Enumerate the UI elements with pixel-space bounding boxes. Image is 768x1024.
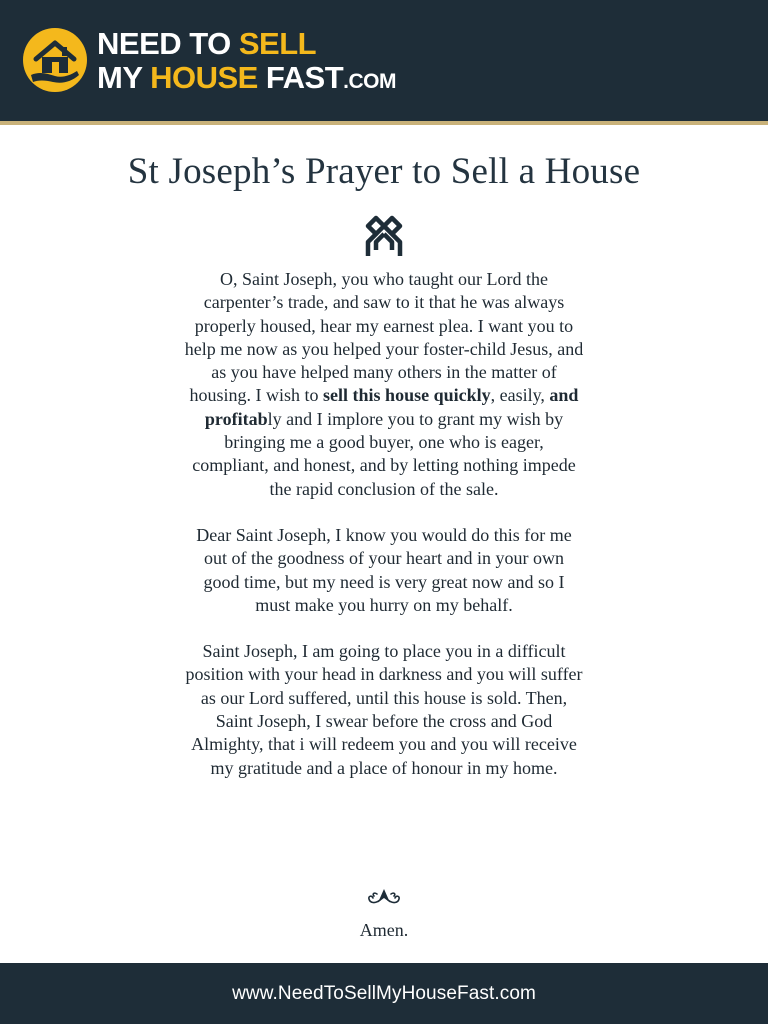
prayer-paragraph-2: Dear Saint Joseph, I know you would do this for me out of the goodness of your heart and in your own good time, but my need is very great now and so I must make you hurry on my behalf.	[196, 524, 572, 615]
logo-word-com: .COM	[343, 69, 396, 93]
prayer-p1-text-a: O, Saint Joseph, you who taught our Lord the carpenter’s trade, and saw to it that he was always properly housed, hear my earnest plea. I want you to help me now as you helped your foster-child Jesus, and as you have helped many others in the matter of housing. I wish to	[184, 269, 584, 406]
closing-amen: Amen.	[359, 920, 409, 940]
ornamental-flourish-icon	[366, 886, 402, 908]
brand-logo[interactable]	[22, 24, 396, 96]
header-bar	[0, 0, 768, 121]
header-divider	[0, 121, 768, 125]
prayer-paragraph-3: Saint Joseph, I am going to place you in a difficult position with your head in darkness and you will suffer as our Lord suffered, until this house is sold. Then, Saint Joseph, I swear before the cross and God Almighty, that i will redeem you and you will receive my gratitude and a place of honour in my home.	[185, 641, 583, 778]
logo-word-to: TO	[189, 25, 239, 61]
prayer-p1-text-b: , easily,	[490, 385, 550, 406]
logo-word-my: MY	[97, 59, 151, 95]
prayer-paragraph-1	[184, 268, 584, 501]
logo-word-need: NEED	[97, 25, 190, 61]
interlaced-hearts-icon	[363, 212, 405, 258]
prayer-p1-bold-sell-quickly: sell this house quickly	[323, 385, 491, 406]
footer-website-link[interactable]: www.NeedToSellMyHouseFast.com	[232, 982, 536, 1004]
house-in-hand-icon	[22, 27, 88, 93]
prayer-p1-bold-profitably: and profitab	[204, 385, 579, 429]
logo-word-fast: FAST	[265, 59, 344, 95]
logo-word-house: HOUSE	[150, 59, 266, 95]
prayer-p1-text-c: ly and I implore you to grant my wish by bringing me a good buyer, one who is eager, compliant, and honest, and by letting nothing impede the rapid conclusion of the sale.	[192, 408, 576, 499]
footer-bar	[0, 963, 768, 1024]
prayer-text	[184, 268, 584, 780]
page-title: St Joseph’s Prayer to Sell a House	[127, 151, 641, 192]
logo-word-sell: SELL	[238, 25, 317, 61]
